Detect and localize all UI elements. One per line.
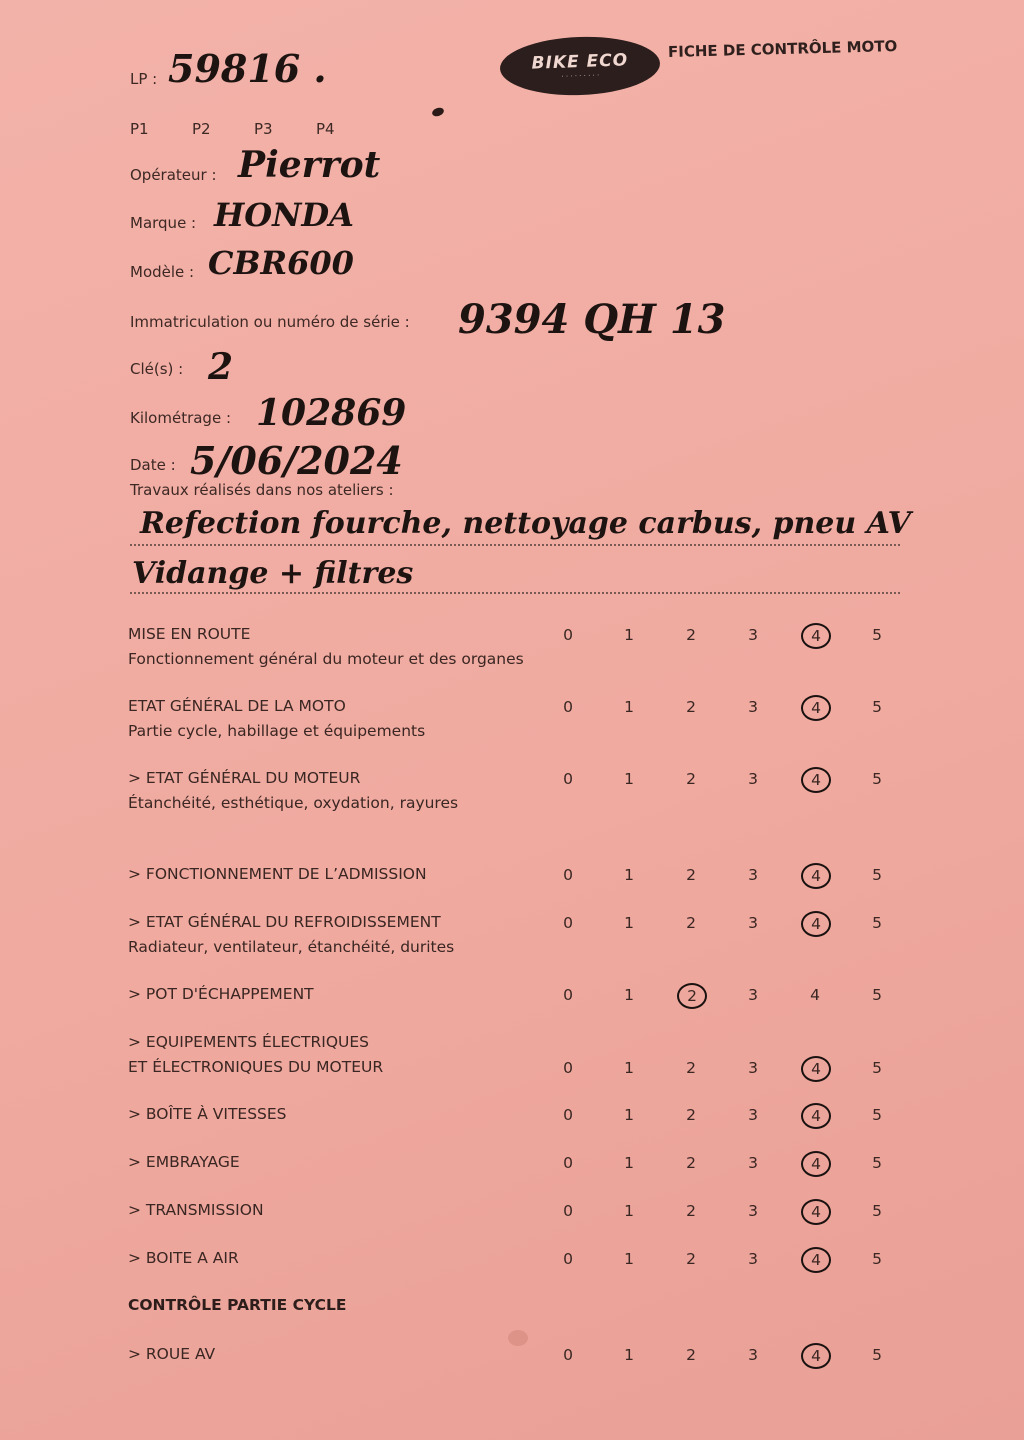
criterion-score-scale: [540, 693, 910, 723]
score-option[interactable]: 3: [748, 1346, 758, 1364]
score-option[interactable]: 1: [624, 986, 634, 1004]
position-p4: P4: [316, 120, 335, 138]
score-option[interactable]: 1: [624, 1106, 634, 1124]
criterion-subtitle: Fonctionnement général du moteur et des organes: [128, 650, 524, 668]
works-dotted-line-2: [130, 592, 900, 594]
score-option[interactable]: 3: [748, 1202, 758, 1220]
score-option[interactable]: 5: [872, 986, 882, 1004]
criterion-item: [128, 910, 454, 960]
registration-label: Immatriculation ou numéro de série :: [130, 313, 410, 331]
score-option[interactable]: 2: [686, 1059, 696, 1077]
score-option-selected[interactable]: 4: [801, 767, 831, 793]
criterion-title: MISE EN ROUTE: [128, 625, 251, 643]
score-option[interactable]: 3: [748, 986, 758, 1004]
model-label: Modèle :: [130, 263, 195, 281]
score-option[interactable]: 2: [686, 1154, 696, 1172]
score-option[interactable]: 2: [686, 866, 696, 884]
score-option[interactable]: 0: [563, 770, 573, 788]
score-option-selected[interactable]: 4: [801, 1151, 831, 1177]
score-option[interactable]: 0: [563, 914, 573, 932]
operator-value: Pierrot: [238, 144, 381, 186]
score-option[interactable]: 0: [563, 626, 573, 644]
score-option[interactable]: 0: [563, 1059, 573, 1077]
document-title: FICHE DE CONTRÔLE MOTO: [667, 37, 898, 61]
score-option[interactable]: 2: [686, 914, 696, 932]
score-option[interactable]: 0: [563, 1250, 573, 1268]
criterion-item: [128, 1150, 240, 1175]
score-option[interactable]: 3: [748, 1106, 758, 1124]
score-option[interactable]: 1: [624, 1202, 634, 1220]
mileage-label: Kilométrage :: [130, 409, 232, 427]
score-option[interactable]: 3: [748, 1250, 758, 1268]
criterion-title: > BOITE A AIR: [128, 1249, 239, 1267]
score-option-selected[interactable]: 4: [801, 695, 831, 721]
score-option-selected[interactable]: 4: [801, 1103, 831, 1129]
cycle-criterion-item: [128, 1342, 215, 1367]
score-option[interactable]: 5: [872, 626, 882, 644]
criterion-score-scale: [540, 1149, 910, 1179]
score-option[interactable]: 5: [872, 1250, 882, 1268]
score-option[interactable]: 5: [872, 770, 882, 788]
criterion-subtitle: ET ÉLECTRONIQUES DU MOTEUR: [128, 1058, 384, 1076]
score-option[interactable]: 5: [872, 1154, 882, 1172]
score-option-selected[interactable]: 4: [801, 1343, 831, 1369]
criterion-subtitle: Partie cycle, habillage et équipements: [128, 722, 426, 740]
criterion-item: [128, 862, 427, 887]
criterion-title: > TRANSMISSION: [128, 1201, 264, 1219]
score-option[interactable]: 0: [563, 986, 573, 1004]
works-dotted-line-1: [130, 544, 900, 546]
criterion-score-scale: [540, 909, 910, 939]
criterion-item: [128, 982, 314, 1007]
position-p2: P2: [192, 120, 211, 138]
brand-label: Marque :: [130, 214, 197, 232]
paper-stain: [508, 1330, 528, 1346]
cycle-criterion-score-scale: [540, 1341, 910, 1371]
score-option[interactable]: 5: [872, 1202, 882, 1220]
score-option[interactable]: 5: [872, 1106, 882, 1124]
score-option[interactable]: 0: [563, 698, 573, 716]
criterion-title: > ETAT GÉNÉRAL DU REFROIDISSEMENT: [128, 913, 441, 931]
criterion-subtitle: Étanchéité, esthétique, oxydation, rayures: [128, 794, 459, 812]
criterion-title: > POT D'ÉCHAPPEMENT: [128, 985, 314, 1003]
score-option[interactable]: 0: [563, 1154, 573, 1172]
criterion-item: [128, 1102, 287, 1127]
score-option[interactable]: 3: [748, 1154, 758, 1172]
criterion-score-scale: [540, 981, 910, 1011]
logo-text: BIKE ECO: [531, 50, 629, 74]
score-option[interactable]: 0: [563, 1106, 573, 1124]
score-option[interactable]: 3: [748, 914, 758, 932]
score-option-selected[interactable]: 2: [677, 983, 707, 1009]
works-line-2: Vidange + filtres: [132, 556, 414, 591]
model-value: CBR600: [208, 244, 354, 282]
criterion-title: > EMBRAYAGE: [128, 1153, 240, 1171]
score-option[interactable]: 5: [872, 1059, 882, 1077]
brand-logo: [499, 34, 661, 98]
cycle-criterion-title: > ROUE AV: [128, 1345, 216, 1363]
criterion-score-scale: [540, 1101, 910, 1131]
score-option[interactable]: 1: [624, 1250, 634, 1268]
criterion-title: > FONCTIONNEMENT DE L’ADMISSION: [128, 865, 427, 883]
mileage-value: 102869: [256, 392, 407, 434]
score-option[interactable]: 2: [686, 770, 696, 788]
operator-label: Opérateur :: [130, 166, 217, 184]
score-option[interactable]: 3: [748, 1059, 758, 1077]
score-option[interactable]: 3: [748, 866, 758, 884]
date-label: Date :: [130, 456, 176, 474]
criterion-title: > BOÎTE À VITESSES: [128, 1105, 287, 1123]
works-label: Travaux réalisés dans nos ateliers :: [130, 481, 394, 499]
score-option[interactable]: 0: [563, 1202, 573, 1220]
score-option[interactable]: 2: [686, 698, 696, 716]
score-option[interactable]: 3: [748, 626, 758, 644]
score-option[interactable]: 2: [686, 1250, 696, 1268]
score-option[interactable]: 3: [748, 770, 758, 788]
criterion-title: > EQUIPEMENTS ÉLECTRIQUES: [128, 1033, 369, 1051]
criterion-score-scale: [540, 1245, 910, 1275]
criterion-title: > ETAT GÉNÉRAL DU MOTEUR: [128, 769, 361, 787]
score-option-selected[interactable]: 4: [801, 1199, 831, 1225]
score-option[interactable]: 1: [624, 914, 634, 932]
score-option[interactable]: 1: [624, 1059, 634, 1077]
section-title-partie-cycle: CONTRÔLE PARTIE CYCLE: [128, 1296, 347, 1314]
score-option[interactable]: 2: [686, 1106, 696, 1124]
criterion-score-scale: [540, 1054, 910, 1084]
score-option[interactable]: 4: [810, 986, 820, 1004]
score-option[interactable]: 2: [686, 626, 696, 644]
ink-stain: [431, 106, 445, 118]
criterion-score-scale: [540, 765, 910, 795]
score-option[interactable]: 2: [686, 1202, 696, 1220]
date-value: 5/06/2024: [190, 438, 403, 483]
position-p3: P3: [254, 120, 273, 138]
works-line-1: Refection fourche, nettoyage carbus, pneu AV: [140, 506, 911, 541]
score-option-selected[interactable]: 4: [801, 1247, 831, 1273]
score-option[interactable]: 3: [748, 698, 758, 716]
criterion-subtitle: Radiateur, ventilateur, étanchéité, durites: [128, 938, 455, 956]
score-option[interactable]: 2: [686, 1346, 696, 1364]
criterion-item: [128, 1198, 264, 1223]
score-option[interactable]: 5: [872, 866, 882, 884]
score-option-selected[interactable]: 4: [801, 911, 831, 937]
keys-label: Clé(s) :: [130, 360, 184, 378]
brand-value: HONDA: [214, 196, 354, 234]
score-option[interactable]: 5: [872, 1346, 882, 1364]
score-option[interactable]: 1: [624, 626, 634, 644]
score-option[interactable]: 0: [563, 866, 573, 884]
criterion-item: [128, 1030, 383, 1080]
criterion-title: ETAT GÉNÉRAL DE LA MOTO: [128, 697, 346, 715]
criterion-score-scale: [540, 861, 910, 891]
score-option[interactable]: 1: [624, 770, 634, 788]
position-p1: P1: [130, 120, 149, 138]
score-option-selected[interactable]: 4: [801, 623, 831, 649]
score-option-selected[interactable]: 4: [801, 1056, 831, 1082]
registration-value: 9394 QH 13: [458, 296, 726, 343]
score-option[interactable]: 1: [624, 698, 634, 716]
score-option[interactable]: 1: [624, 1346, 634, 1364]
score-option[interactable]: 1: [624, 1154, 634, 1172]
score-option[interactable]: 5: [872, 914, 882, 932]
criterion-score-scale: [540, 621, 910, 651]
lp-label: LP :: [130, 70, 158, 88]
criterion-item: [128, 1246, 239, 1271]
score-option[interactable]: 0: [563, 1346, 573, 1364]
score-option-selected[interactable]: 4: [801, 863, 831, 889]
criterion-item: [128, 766, 458, 816]
criterion-score-scale: [540, 1197, 910, 1227]
logo-tagline-graphic: · · · · · · · · ·: [561, 71, 600, 81]
score-option[interactable]: 1: [624, 866, 634, 884]
criterion-item: [128, 622, 524, 672]
criterion-item: [128, 694, 425, 744]
keys-value: 2: [208, 346, 234, 388]
lp-value: 59816 .: [168, 46, 327, 91]
score-option[interactable]: 5: [872, 698, 882, 716]
